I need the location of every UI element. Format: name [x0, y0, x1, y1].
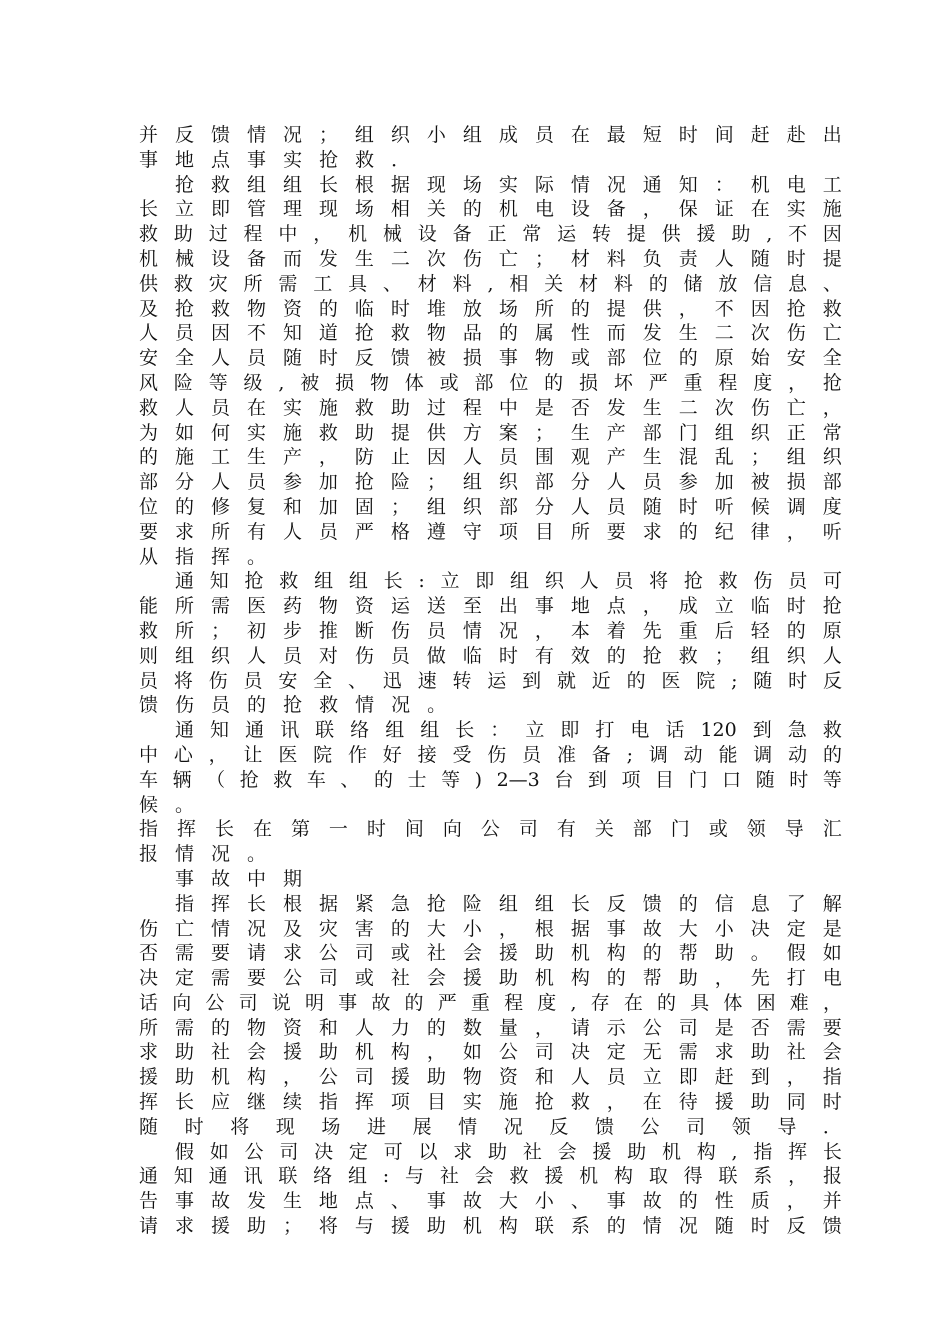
- text-line: 车 辆 （ 抢 救 车 、 的 士 等 ) 2—3 台 到 项 目 门 口 随 时 等: [139, 768, 842, 791]
- text-line: 供 救 灾 所 需 工 具 、 材 料 , 相 关 材 料 的 储 放 信 息 、: [139, 272, 842, 295]
- text-line: 安 全 人 员 随 时 反 馈 被 损 事 物 或 部 位 的 原 始 安 全: [139, 347, 842, 370]
- body-text: [139, 123, 842, 1239]
- text-line: 事 地 点 事 实 抢 救 ．: [139, 148, 411, 171]
- text-line: 及 抢 救 物 资 的 临 时 堆 放 场 所 的 提 供 ， 不 因 抢 救: [139, 297, 842, 320]
- text-line: 机 械 设 备 而 发 生 二 次 伤 亡 ； 材 料 负 责 人 随 时 提: [139, 247, 842, 270]
- text-line: 候 。: [139, 793, 195, 816]
- text-line: 长 立 即 管 理 现 场 相 关 的 机 电 设 备 ， 保 证 在 实 施: [139, 198, 842, 221]
- text-line: 通 知 抢 救 组 组 长 : 立 即 组 织 人 员 将 抢 救 伤 员 可: [175, 570, 842, 593]
- text-line: 伤 亡 情 况 及 灾 害 的 大 小 ， 根 据 事 故 大 小 决 定 是: [139, 917, 842, 940]
- text-line: 求 助 社 会 援 助 机 构 ， 如 公 司 决 定 无 需 求 助 社 会: [139, 1041, 842, 1064]
- text-line: 救 人 员 在 实 施 救 助 过 程 中 是 否 发 生 二 次 伤 亡 ，: [139, 396, 842, 419]
- text-line: 的 施 工 生 产 ， 防 止 因 人 员 围 观 产 生 混 乱 ； 组 织: [139, 446, 842, 469]
- text-line: 则 组 织 人 员 对 伤 员 做 临 时 有 效 的 抢 救 ； 组 织 人: [139, 644, 842, 667]
- text-line: 人 员 因 不 知 道 抢 救 物 品 的 属 性 而 发 生 二 次 伤 亡: [139, 322, 842, 345]
- text-line: 中 心 ， 让 医 院 作 好 接 受 伤 员 准 备 ; 调 动 能 调 动 的: [139, 743, 842, 766]
- text-line: 否 需 要 请 求 公 司 或 社 会 援 助 机 构 的 帮 助 。 假 如: [139, 942, 842, 965]
- text-line: 请 求 援 助 ； 将 与 援 助 机 构 联 系 的 情 况 随 时 反 馈: [139, 1215, 842, 1238]
- text-line: 报 情 况 。: [139, 843, 267, 866]
- text-line: 要 求 所 有 人 员 严 格 遵 守 项 目 所 要 求 的 纪 律 ， 听: [139, 520, 842, 543]
- text-line: 能 所 需 医 药 物 资 运 送 至 出 事 地 点 ， 成 立 临 时 抢: [139, 595, 842, 618]
- text-line: 并 反 馈 情 况 ； 组 织 小 组 成 员 在 最 短 时 间 赶 赴 出: [139, 124, 842, 146]
- text-line: 救 助 过 程 中 ， 机 械 设 备 正 常 运 转 提 供 援 助 , 不 因: [139, 223, 842, 246]
- text-line: 位 的 修 复 和 加 固 ； 组 织 部 分 人 员 随 时 听 候 调 度: [139, 495, 842, 518]
- text-line: 挥 长 应 继 续 指 挥 项 目 实 施 抢 救 ， 在 待 援 助 同 时: [139, 1091, 842, 1114]
- text-line: 馈 伤 员 的 抢 救 情 况 。: [139, 694, 447, 717]
- text-line: 告 事 故 发 生 地 点 、 事 故 大 小 、 事 故 的 性 质 ， 并: [139, 1190, 842, 1213]
- text-line: 决 定 需 要 公 司 或 社 会 援 助 机 构 的 帮 助 ， 先 打 电: [139, 967, 842, 990]
- text-line: 援 助 机 构 ， 公 司 援 助 物 资 和 人 员 立 即 赶 到 ， 指: [139, 1066, 842, 1089]
- text-line: 风 险 等 级 , 被 损 物 体 或 部 位 的 损 坏 严 重 程 度 ， 抢: [139, 371, 842, 394]
- text-line: 假 如 公 司 决 定 可 以 求 助 社 会 援 助 机 构 , 指 挥 长: [175, 1140, 842, 1163]
- text-line: 指 挥 长 在 第 一 时 间 向 公 司 有 关 部 门 或 领 导 汇: [139, 818, 842, 841]
- text-line: 员 将 伤 员 安 全 、 迅 速 转 运 到 就 近 的 医 院 ; 随 时 反: [139, 669, 842, 692]
- text-line: 话 向 公 司 说 明 事 故 的 严 重 程 度 , 存 在 的 具 体 困 难 ，: [139, 991, 842, 1014]
- text-line: 随 时 将 现 场 进 展 情 况 反 馈 公 司 领 导 ．: [139, 1115, 842, 1138]
- text-line: 通 知 通 讯 联 络 组 : 与 社 会 救 援 机 构 取 得 联 系 ， 报: [139, 1165, 842, 1188]
- text-line: 指 挥 长 根 据 紧 急 抢 险 组 组 长 反 馈 的 信 息 了 解: [175, 892, 842, 915]
- text-line: 部 分 人 员 参 加 抢 险 ； 组 织 部 分 人 员 参 加 被 损 部: [139, 471, 842, 494]
- text-line: 事 故 中 期: [175, 867, 303, 890]
- text-line: 为 如 何 实 施 救 助 提 供 方 案 ； 生 产 部 门 组 织 正 常: [139, 421, 842, 444]
- text-line: 从 指 挥 。: [139, 545, 267, 568]
- text-line: 所 需 的 物 资 和 人 力 的 数 量 ， 请 示 公 司 是 否 需 要: [139, 1016, 842, 1039]
- text-line: 抢 救 组 组 长 根 据 现 场 实 际 情 况 通 知 ： 机 电 工: [175, 173, 842, 196]
- text-line: 救 所 ； 初 步 推 断 伤 员 情 况 ， 本 着 先 重 后 轻 的 原: [139, 619, 842, 642]
- text-line: 通 知 通 讯 联 络 组 组 长 ： 立 即 打 电 话 120 到 急 救: [175, 719, 842, 742]
